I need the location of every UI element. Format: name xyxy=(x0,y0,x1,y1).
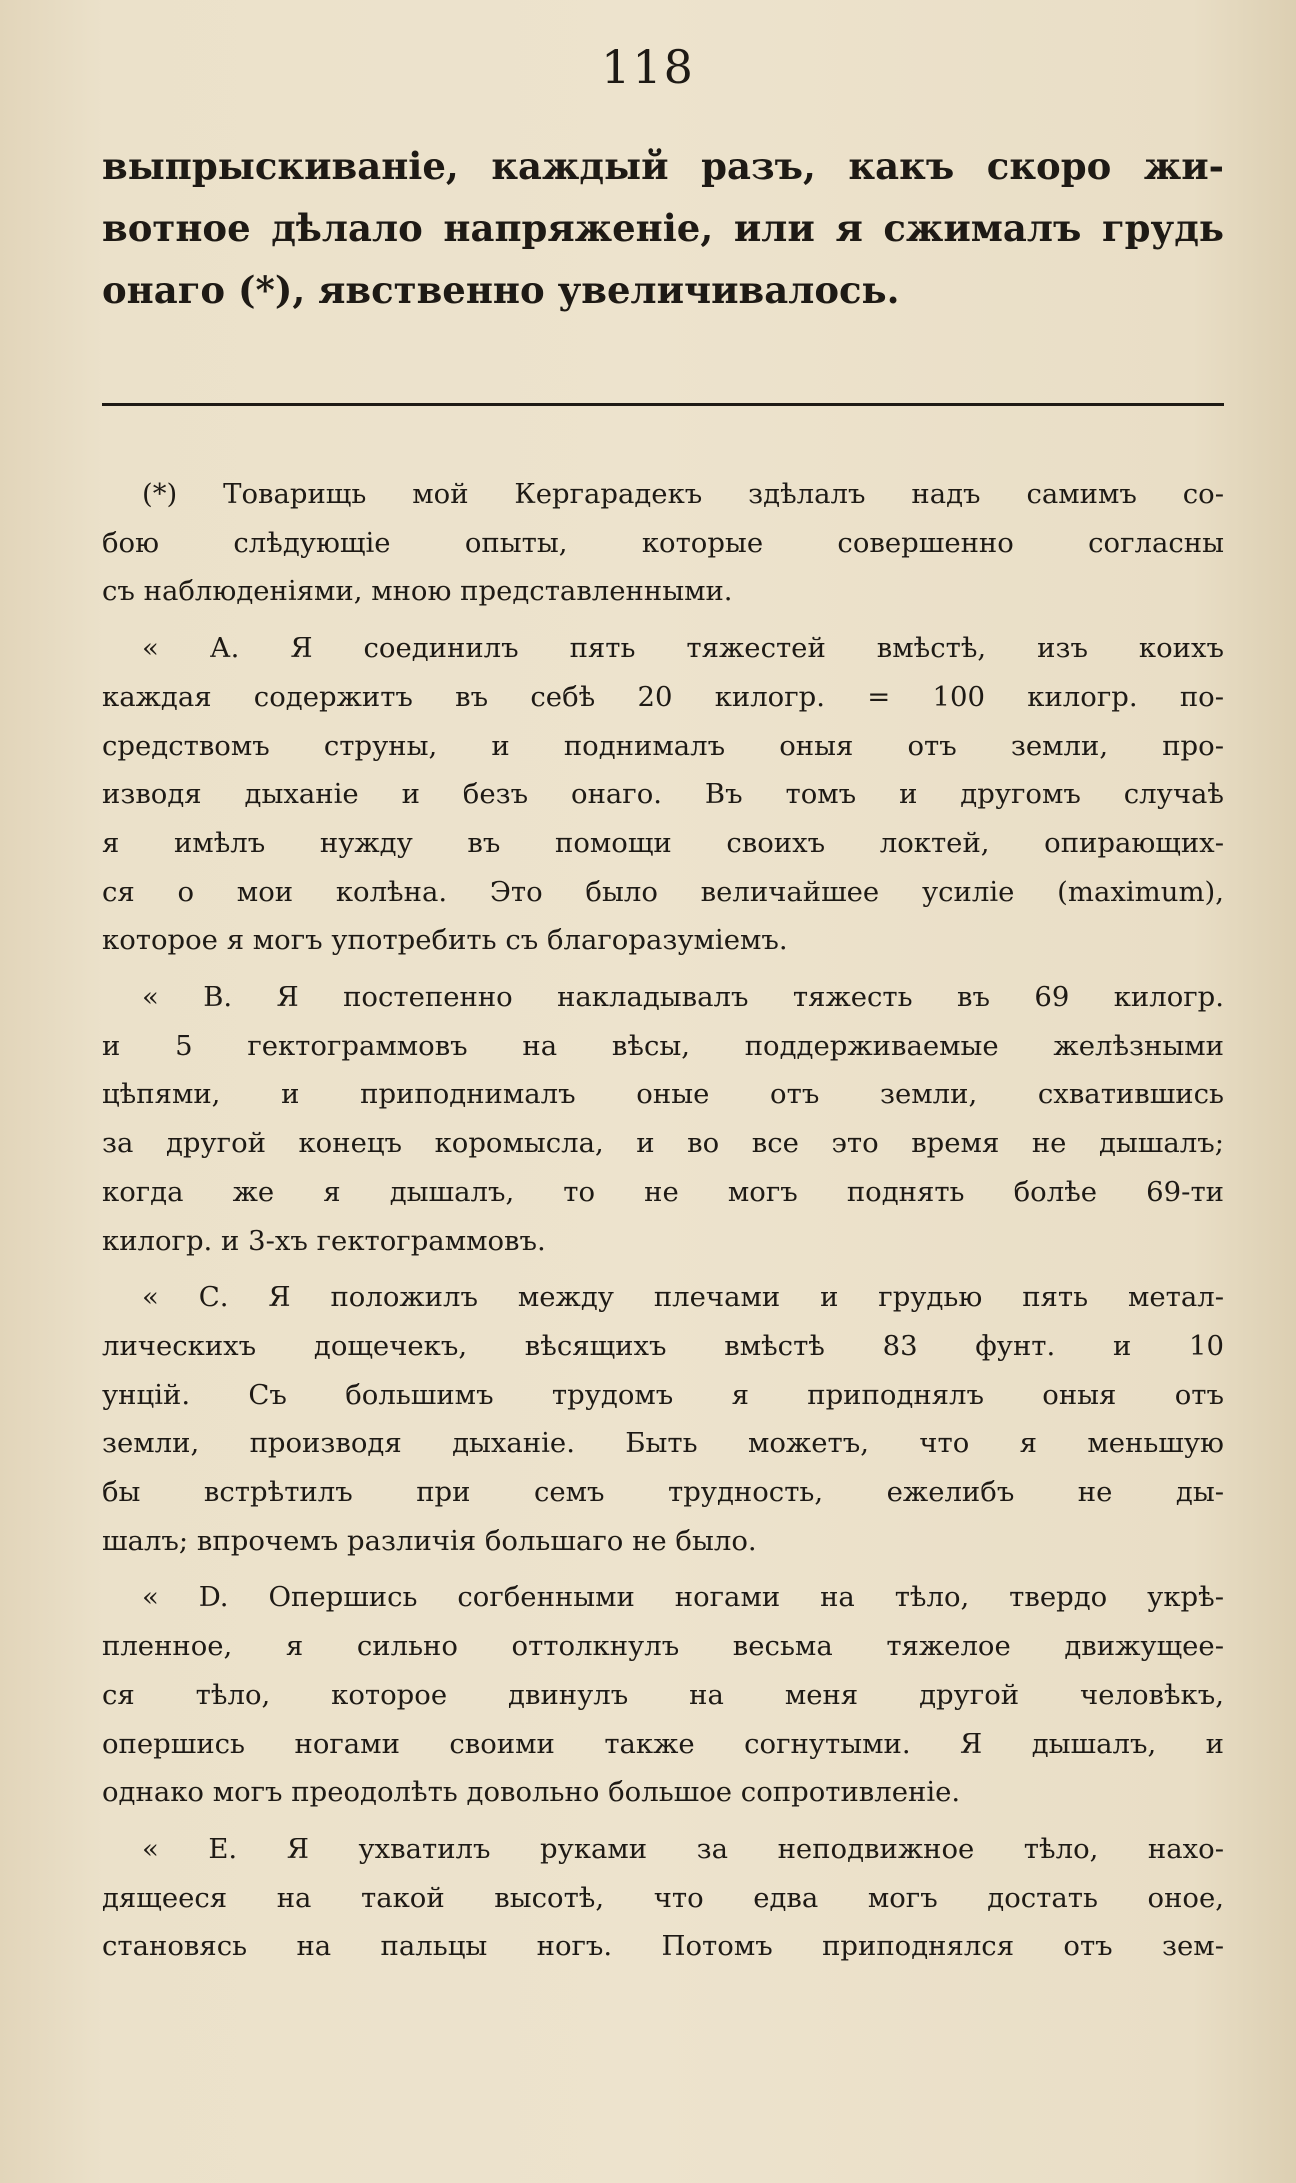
footnote-intro xyxy=(102,470,1224,616)
footnote-line: я имѣлъ нужду въ помощи своихъ локтей, опирающих- xyxy=(102,826,1224,859)
main-text-line: выпрыскиванiе, каждый разъ, какъ скоро жи- xyxy=(102,144,1224,188)
footnote-line: « В. Я постепенно накладывалъ тяжесть въ 69 килогр. xyxy=(142,981,1224,1014)
footnote-line: « С. Я положилъ между плечами и грудью пять метал- xyxy=(142,1281,1224,1314)
main-text-line: вотное дѣлало напряженiе, или я сжималъ грудь xyxy=(102,206,1224,250)
experiment-b xyxy=(102,973,1224,1265)
page-number: 118 xyxy=(601,40,695,94)
footnote-line: бы встрѣтилъ при семъ трудность, ежелибъ не ды- xyxy=(102,1476,1224,1509)
main-text xyxy=(102,135,1224,321)
footnote-line: лическихъ дощечекъ, вѣсящихъ вмѣстѣ 83 фунт. и 10 xyxy=(102,1329,1224,1362)
footnote-line: (*) Товарищь мой Кергарадекъ здѣлалъ надъ самимъ со- xyxy=(142,478,1224,510)
footnote-line: съ наблюденiями, мною представленными. xyxy=(102,575,733,608)
footnote-line: дящееся на такой высотѣ, что едва могъ достать оное, xyxy=(102,1881,1224,1914)
footnote-line: « А. Я соединилъ пять тяжестей вмѣстѣ, изъ коихъ xyxy=(142,632,1224,665)
footnote-line: опершись ногами своими также согнутыми. Я дышалъ, и xyxy=(102,1727,1224,1760)
footnote-line: каждая содержитъ въ себѣ 20 килогр. = 100 килогр. по- xyxy=(102,680,1224,713)
footnote-line: пленное, я сильно оттолкнулъ весьма тяжелое движущее- xyxy=(102,1630,1224,1663)
footnote-line: земли, производя дыханiе. Быть можетъ, что я меньшую xyxy=(102,1427,1224,1460)
footnote-line: ся тѣло, которое двинулъ на меня другой человѣкъ, xyxy=(102,1678,1224,1711)
experiment-d xyxy=(102,1573,1224,1817)
footnote-line: цѣпями, и приподнималъ оные отъ земли, схватившись xyxy=(102,1078,1224,1111)
footnote-line: становясь на пальцы ногъ. Потомъ приподнялся отъ зем- xyxy=(102,1930,1224,1963)
footnote-line: средствомъ струны, и поднималъ оныя отъ земли, про- xyxy=(102,729,1224,762)
experiment-a xyxy=(102,624,1224,965)
footnote-line: шалъ; впрочемъ различiя большаго не было. xyxy=(102,1524,757,1557)
footnote-line: килогр. и 3-хъ гектограммовъ. xyxy=(102,1224,546,1257)
footnote-line: ся о мои колѣна. Это было величайшее усилiе (maximum), xyxy=(102,875,1224,908)
footnote-line: бою слѣдующiе опыты, которые совершенно согласны xyxy=(102,526,1224,559)
footnote-divider xyxy=(102,403,1224,406)
footnote-line: « Е. Я ухватилъ руками за неподвижное тѣло, нахо- xyxy=(142,1832,1224,1865)
footnote xyxy=(102,470,1224,1971)
experiment-e xyxy=(102,1825,1224,1971)
experiment-c xyxy=(102,1273,1224,1565)
footnote-line: унцiй. Съ большимъ трудомъ я приподнялъ оныя отъ xyxy=(102,1378,1224,1411)
footnote-line: « D. Опершись согбенными ногами на тѣло, твердо укрѣ- xyxy=(142,1581,1224,1614)
footnote-line: за другой конецъ коромысла, и во все это время не дышалъ; xyxy=(102,1127,1224,1160)
footnote-line: однако могъ преодолѣть довольно большое сопротивленiе. xyxy=(102,1776,961,1809)
footnote-line: изводя дыханiе и безъ онаго. Въ томъ и другомъ случаѣ xyxy=(102,778,1224,811)
footnote-line: когда же я дышалъ, то не могъ поднять болѣе 69-ти xyxy=(102,1175,1224,1208)
footnote-line: и 5 гектограммовъ на вѣсы, поддерживаемые желѣзными xyxy=(102,1029,1224,1062)
main-text-line: онаго (*), явственно увеличивалось. xyxy=(102,268,900,312)
footnote-line: которое я могъ употребить съ благоразумiемъ. xyxy=(102,924,788,957)
